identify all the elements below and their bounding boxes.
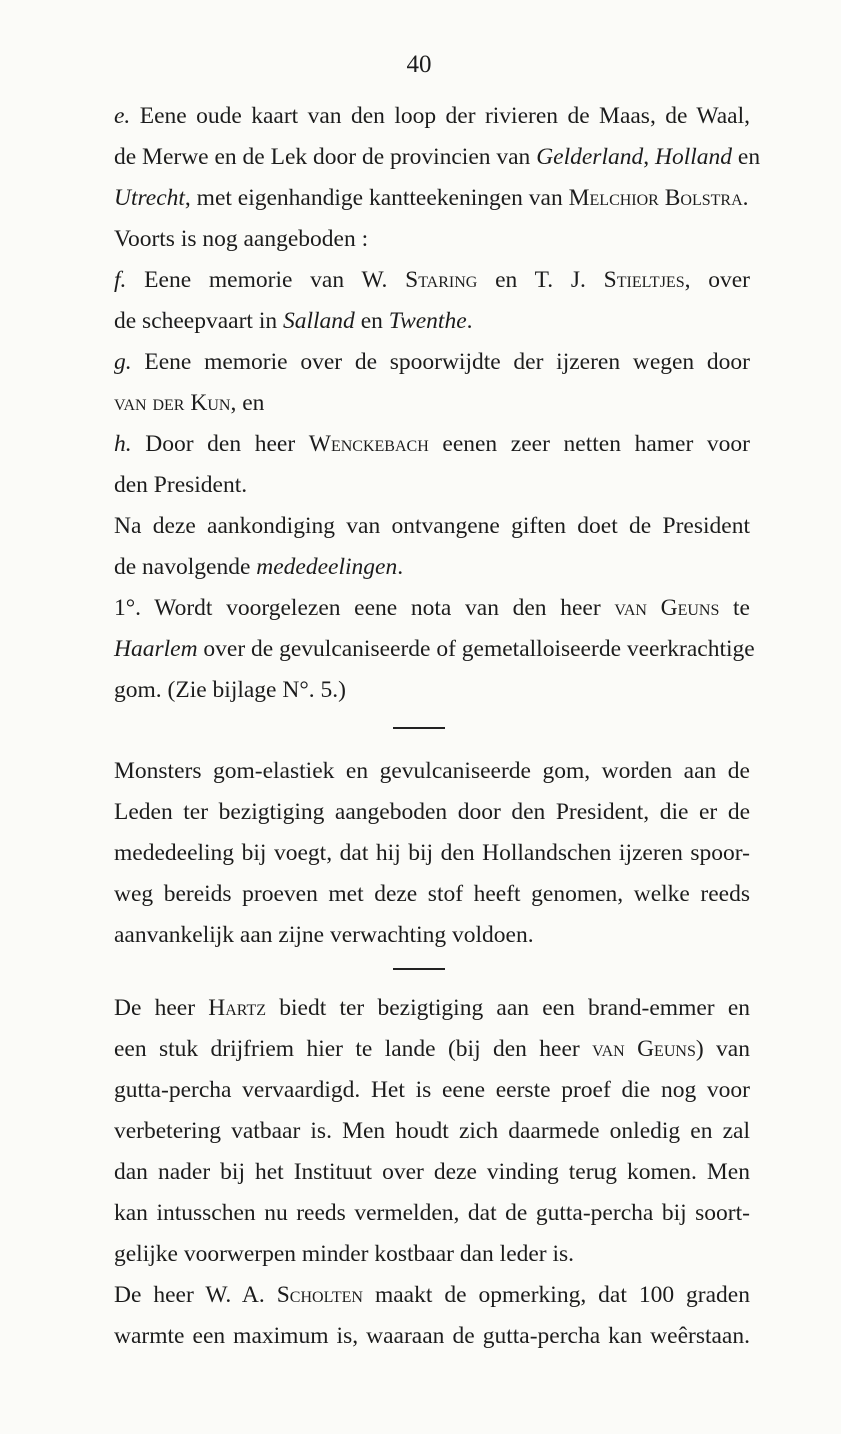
text-line: De heer Hartz biedt ter bezigtiging aan een brand-emmer en (114, 995, 751, 1021)
hartz-paragraph (88, 988, 750, 1275)
text-line: Haarlem over de gevulcaniseerde of gemetalloiseerde veerkrachtige (114, 636, 755, 662)
text-line: van der Kun, en (114, 390, 265, 416)
section-divider (393, 968, 445, 970)
text-line: aanvankelijk aan zijne verwachting voldoen. (114, 922, 534, 948)
item-f (88, 260, 750, 342)
text-line: dan nader bij het Instituut over deze vinding terug komen. Men (114, 1159, 750, 1185)
text-line: De heer W. A. Scholten maakt de opmerking, dat 100 graden (114, 1282, 750, 1308)
text-line: h. Door den heer Wenckebach eenen zeer netten hamer voor (114, 431, 751, 457)
text-line: warmte een maximum is, waaraan de gutta-percha kan weêrstaan. (114, 1323, 750, 1349)
text-line: Voorts is nog aangeboden : (114, 226, 369, 252)
text-line: kan intusschen nu reeds vermelden, dat de gutta-percha bij soort- (114, 1200, 750, 1226)
text-line: de scheepvaart in Salland en Twenthe. (114, 308, 473, 334)
text-line: mededeeling bij voegt, dat hij bij den Hollandschen ijzeren spoor- (114, 840, 750, 866)
text-line: Utrecht, met eigenhandige kantteekeningen van Melchior Bolstra. (114, 185, 749, 211)
page-number: 40 (406, 51, 432, 78)
text-line: f. Eene memorie van W. Staring en T. J. Stieltjes, over (114, 267, 750, 293)
document-page (88, 48, 761, 1357)
item-1 (88, 588, 755, 711)
text-line: gelijke voorwerpen minder kostbaar dan leder is. (114, 1241, 575, 1267)
item-g (88, 342, 750, 424)
text-line: de navolgende mededeelingen. (114, 554, 404, 580)
text-line: den President. (114, 472, 248, 498)
text-line: e. Eene oude kaart van den loop der rivieren de Maas, de Waal, (114, 103, 750, 129)
item-h (88, 424, 750, 506)
scholten-paragraph (88, 1275, 750, 1357)
section-divider (393, 727, 445, 729)
announcement-paragraph (88, 506, 750, 588)
text-line: Monsters gom-elastiek en gevulcaniseerde gom, worden aan de (114, 758, 750, 784)
text-line: Leden ter bezigtiging aangeboden door den President, die er de (114, 799, 750, 825)
text-line: g. Eene memorie over de spoorwijdte der ijzeren wegen door (114, 349, 750, 375)
text-line: de Merwe en de Lek door de provincien van Gelderland, Holland en (114, 144, 761, 170)
item-e (88, 96, 761, 219)
text-line: weg bereids proeven met deze stof heeft genomen, welke reeds (114, 881, 750, 907)
text-line: gutta-percha vervaardigd. Het is eene eerste proef die nog voor (114, 1077, 750, 1103)
text-line: verbetering vatbaar is. Men houdt zich daarmede onledig en zal (114, 1118, 750, 1144)
text-line: een stuk drijfriem hier te lande (bij den heer van Geuns) van (114, 1036, 750, 1062)
voorts-paragraph (88, 219, 750, 260)
text-line: Na deze aankondiging van ontvangene giften doet de President (114, 513, 750, 539)
monsters-paragraph (88, 751, 750, 956)
text-line: 1°. Wordt voorgelezen eene nota van den heer van Geuns te (114, 595, 750, 621)
text-line: gom. (Zie bijlage N°. 5.) (114, 677, 346, 703)
